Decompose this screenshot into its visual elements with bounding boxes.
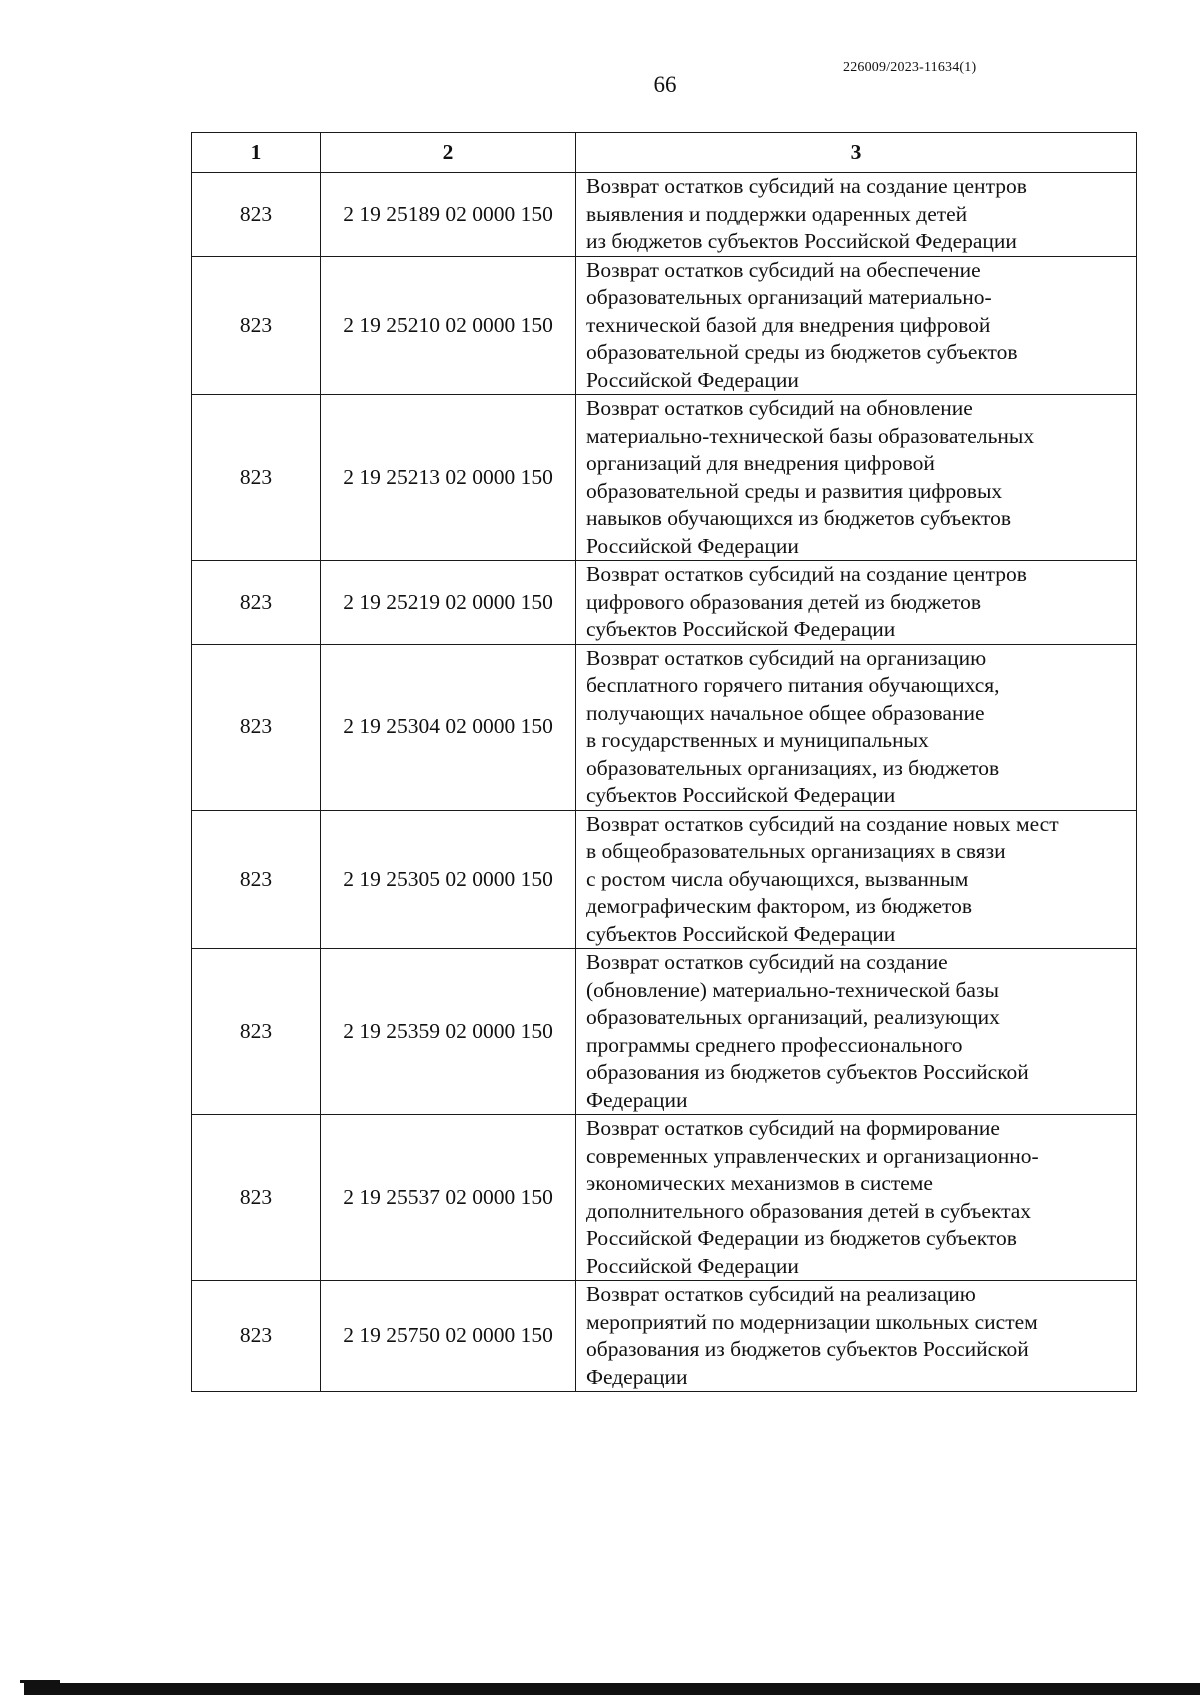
description-line: Федерации: [586, 1364, 688, 1389]
description-cell: [576, 644, 1137, 810]
description-line: (обновление) материально-технической базы: [586, 977, 999, 1002]
description-line: Возврат остатков субсидий на создание центров: [586, 562, 1027, 586]
admin-code-cell: 823: [192, 173, 321, 257]
description-line: навыков обучающихся из бюджетов субъектов: [586, 506, 1012, 530]
admin-code-cell: 823: [192, 256, 321, 395]
description-line: образовательных организаций, реализующих: [586, 1005, 1000, 1029]
column-header-3: 3: [576, 133, 1137, 173]
table-row: [192, 256, 1137, 395]
description-line: образовательной среды и развития цифровых: [586, 478, 1003, 503]
description-line: экономических механизмов в системе: [586, 1171, 933, 1195]
description-line: цифрового образования детей из бюджетов: [586, 589, 982, 614]
description-line: Российской Федерации: [586, 367, 799, 392]
description-line: субъектов Российской Федерации: [586, 921, 896, 946]
description-cell: [576, 173, 1137, 257]
admin-code-cell: 823: [192, 949, 321, 1115]
description-cell: [576, 1115, 1137, 1281]
budget-codes-table: [191, 132, 1137, 1392]
description-line: организаций для внедрения цифровой: [586, 451, 935, 475]
table-row: [192, 173, 1137, 257]
description-cell: [576, 1281, 1137, 1392]
description-line: Возврат остатков субсидий на обеспечение: [586, 257, 981, 282]
description-line: Российской Федерации: [586, 533, 799, 558]
column-header-2: 2: [321, 133, 576, 173]
table-row: [192, 1281, 1137, 1392]
budget-classification-code-cell: 2 19 25189 02 0000 150: [321, 173, 576, 257]
description-line: образовательных организаций материально-: [586, 285, 992, 309]
description-line: Возврат остатков субсидий на организацию: [586, 645, 987, 670]
description-line: демографическим фактором, из бюджетов: [586, 894, 973, 918]
budget-classification-code-cell: 2 19 25359 02 0000 150: [321, 949, 576, 1115]
description-line: образовательной среды из бюджетов субъектов: [586, 340, 1018, 364]
budget-classification-code-cell: 2 19 25219 02 0000 150: [321, 561, 576, 645]
column-header-1: 1: [192, 133, 321, 173]
admin-code-cell: 823: [192, 644, 321, 810]
description-line: из бюджетов субъектов Российской Федерации: [586, 229, 1017, 253]
table-row: [192, 949, 1137, 1115]
admin-code-cell: 823: [192, 1115, 321, 1281]
description-line: образования из бюджетов субъектов Российской: [586, 1060, 1029, 1084]
description-cell: [576, 256, 1137, 395]
admin-code-cell: 823: [192, 810, 321, 949]
description-cell: [576, 949, 1137, 1115]
table-header-row: [192, 133, 1137, 173]
table-row: [192, 644, 1137, 810]
description-line: Возврат остатков субсидий на создание центров: [586, 174, 1027, 198]
description-line: Возврат остатков субсидий на создание: [586, 950, 948, 974]
table-body: [192, 173, 1137, 1392]
description-line: в государственных и муниципальных: [586, 728, 929, 752]
description-line: образовательных организациях, из бюджетов: [586, 755, 1000, 780]
description-line: Возврат остатков субсидий на обновление: [586, 396, 973, 420]
table-row: [192, 561, 1137, 645]
description-cell: [576, 810, 1137, 949]
document-id: 226009/2023-11634(1): [843, 60, 977, 75]
description-line: технической базой для внедрения цифровой: [586, 312, 991, 337]
description-line: Российской Федерации из бюджетов субъектов: [586, 1226, 1017, 1250]
budget-classification-code-cell: 2 19 25537 02 0000 150: [321, 1115, 576, 1281]
description-line: мероприятий по модернизации школьных систем: [586, 1309, 1038, 1334]
description-cell: [576, 561, 1137, 645]
description-line: Возврат остатков субсидий на реализацию: [586, 1282, 976, 1306]
description-line: Возврат остатков субсидий на формирование: [586, 1116, 1000, 1140]
table-row: [192, 1115, 1137, 1281]
admin-code-cell: 823: [192, 395, 321, 561]
page-number: 66: [653, 72, 677, 97]
budget-classification-code-cell: 2 19 25210 02 0000 150: [321, 256, 576, 395]
description-line: материально-технической базы образовательных: [586, 423, 1035, 448]
budget-classification-code-cell: 2 19 25213 02 0000 150: [321, 395, 576, 561]
table-row: [192, 810, 1137, 949]
description-line: дополнительного образования детей в субъектах: [586, 1198, 1032, 1223]
description-line: выявления и поддержки одаренных детей: [586, 201, 968, 226]
description-line: Возврат остатков субсидий на создание новых мест: [586, 811, 1059, 836]
description-line: с ростом числа обучающихся, вызванным: [586, 866, 969, 891]
description-line: субъектов Российской Федерации: [586, 783, 896, 807]
description-line: современных управленческих и организационно-: [586, 1143, 1039, 1168]
description-line: Федерации: [586, 1087, 688, 1112]
description-line: программы среднего профессионального: [586, 1032, 963, 1057]
scan-bottom-edge: [24, 1683, 1200, 1695]
budget-classification-code-cell: 2 19 25750 02 0000 150: [321, 1281, 576, 1392]
description-line: бесплатного горячего питания обучающихся,: [586, 673, 1000, 697]
description-line: получающих начальное общее образование: [586, 700, 985, 725]
table-row: [192, 395, 1137, 561]
description-line: в общеобразовательных организациях в связи: [586, 839, 1006, 863]
description-line: образования из бюджетов субъектов Российской: [586, 1337, 1029, 1361]
description-line: Российской Федерации: [586, 1253, 799, 1278]
budget-classification-code-cell: 2 19 25305 02 0000 150: [321, 810, 576, 949]
description-cell: [576, 395, 1137, 561]
admin-code-cell: 823: [192, 561, 321, 645]
description-line: субъектов Российской Федерации: [586, 617, 896, 641]
admin-code-cell: 823: [192, 1281, 321, 1392]
budget-classification-code-cell: 2 19 25304 02 0000 150: [321, 644, 576, 810]
